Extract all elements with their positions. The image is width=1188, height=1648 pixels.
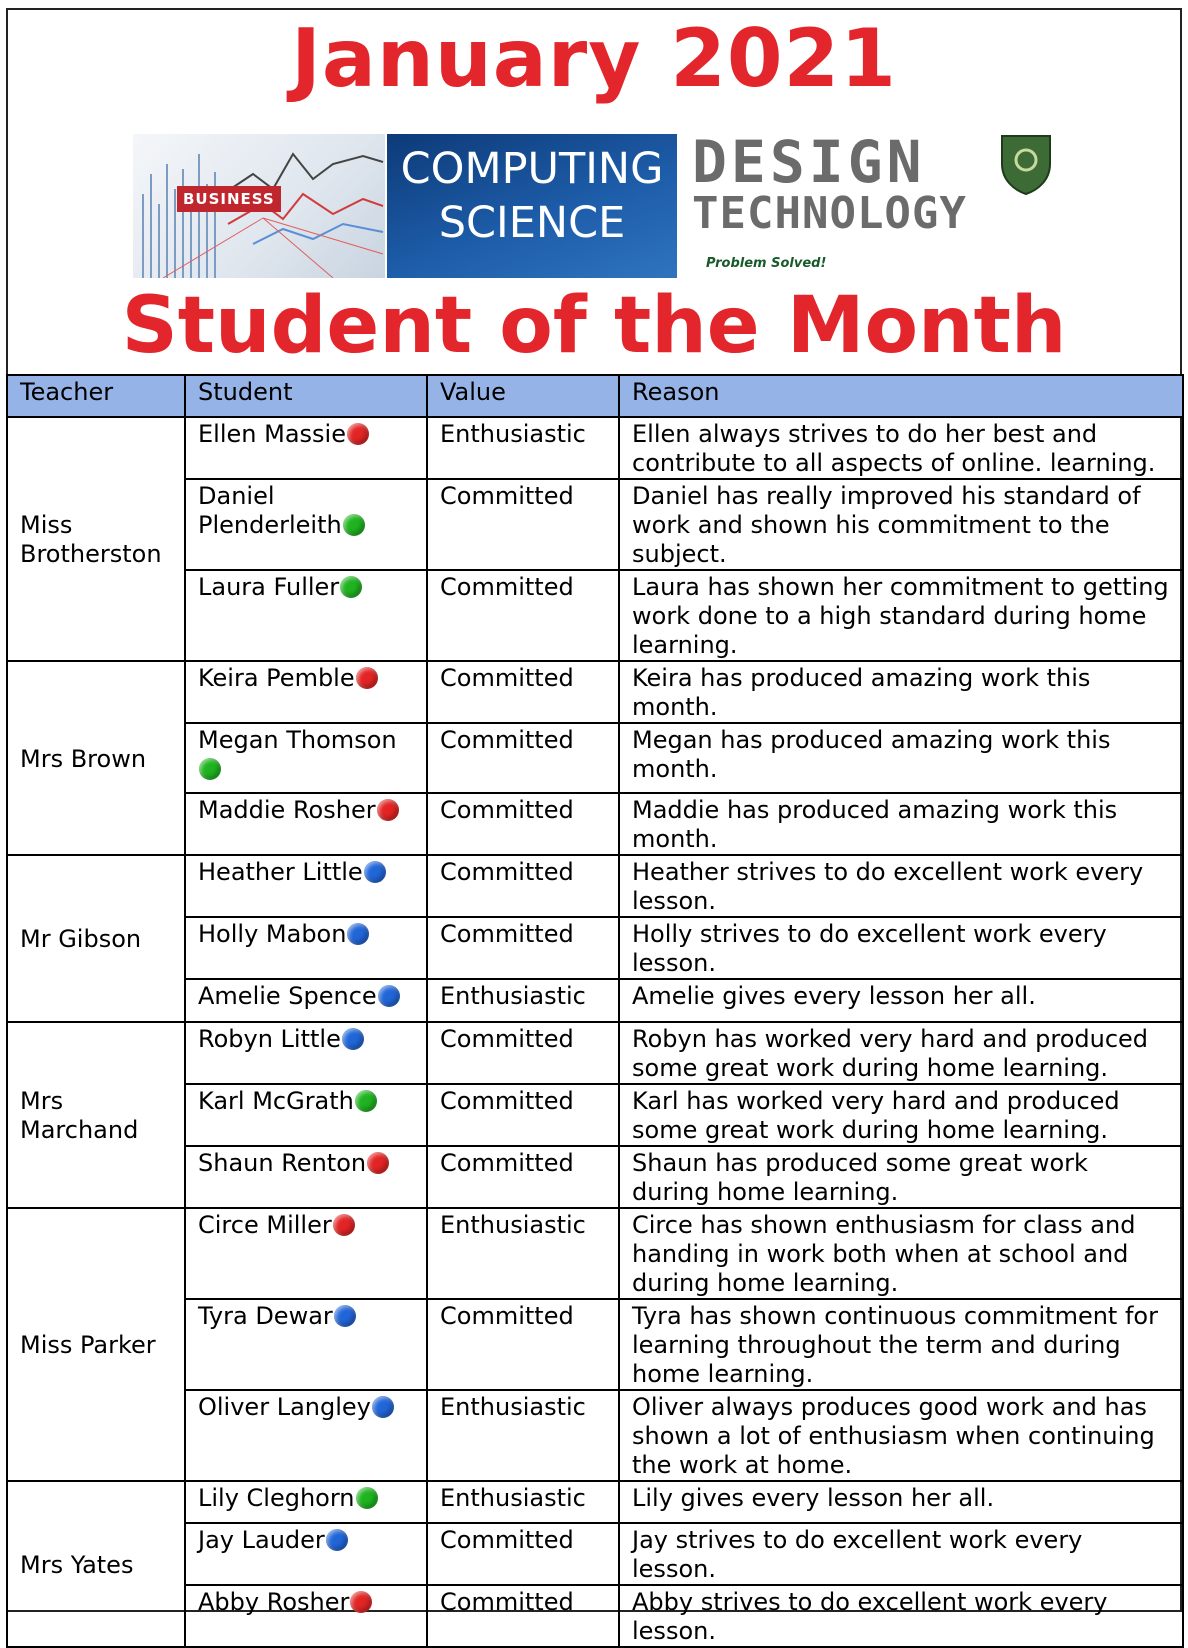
reason-cell: Abby strives to do excellent work every lesson. xyxy=(619,1585,1183,1647)
reason-cell: Megan has produced amazing work this month. xyxy=(619,723,1183,793)
blue-dot-icon xyxy=(378,985,400,1007)
table-body xyxy=(7,417,1183,1647)
student-name: Lily Cleghorn xyxy=(198,1484,355,1512)
value-cell: Enthusiastic xyxy=(427,417,619,479)
blue-dot-icon xyxy=(372,1396,394,1418)
reason-cell: Heather strives to do excellent work every lesson. xyxy=(619,855,1183,917)
business-banner-image xyxy=(133,134,385,278)
student-cell xyxy=(185,1585,427,1647)
page-title: Student of the Month xyxy=(121,281,1067,371)
value-cell: Committed xyxy=(427,1146,619,1208)
student-cell xyxy=(185,1523,427,1585)
student-name: Ellen Massie xyxy=(198,420,346,448)
student-name: Jay Lauder xyxy=(198,1526,325,1554)
student-cell xyxy=(185,723,427,793)
student-cell xyxy=(185,979,427,1022)
value-cell: Committed xyxy=(427,855,619,917)
value-cell: Committed xyxy=(427,570,619,661)
value-cell: Committed xyxy=(427,1022,619,1084)
student-cell xyxy=(185,1390,427,1481)
red-dot-icon xyxy=(347,423,369,445)
reason-cell: Laura has shown her commitment to getting work done to a high standard during home learning. xyxy=(619,570,1183,661)
table-row xyxy=(7,417,1183,479)
value-cell: Committed xyxy=(427,1299,619,1390)
reason-cell: Maddie has produced amazing work this month. xyxy=(619,793,1183,855)
value-cell: Enthusiastic xyxy=(427,1481,619,1523)
value-cell: Committed xyxy=(427,1523,619,1585)
reason-cell: Daniel has really improved his standard of work and shown his commitment to the subject. xyxy=(619,479,1183,570)
reason-cell: Robyn has worked very hard and produced some great work during home learning. xyxy=(619,1022,1183,1084)
red-dot-icon xyxy=(350,1591,372,1613)
student-name: Megan Thomson xyxy=(198,726,397,754)
student-name: Daniel Plenderleith xyxy=(198,482,342,539)
student-cell xyxy=(185,1481,427,1523)
student-name: Amelie Spence xyxy=(198,982,377,1010)
teacher-cell: Mrs Yates xyxy=(7,1481,185,1647)
red-dot-icon xyxy=(333,1214,355,1236)
student-name: Oliver Langley xyxy=(198,1393,371,1421)
red-dot-icon xyxy=(356,667,378,689)
teacher-cell: Mr Gibson xyxy=(7,855,185,1022)
reason-cell: Keira has produced amazing work this month. xyxy=(619,661,1183,723)
reason-cell: Jay strives to do excellent work every lesson. xyxy=(619,1523,1183,1585)
teacher-cell: Miss Brotherston xyxy=(7,417,185,661)
reason-cell: Oliver always produces good work and has shown a lot of enthusiasm when continuing the work at home. xyxy=(619,1390,1183,1481)
student-name: Robyn Little xyxy=(198,1025,341,1053)
green-dot-icon xyxy=(199,758,221,780)
green-dot-icon xyxy=(343,514,365,536)
student-cell xyxy=(185,1146,427,1208)
student-cell xyxy=(185,661,427,723)
student-cell xyxy=(185,855,427,917)
table-row xyxy=(7,1208,1183,1299)
table-row xyxy=(7,661,1183,723)
student-cell xyxy=(185,1084,427,1146)
value-cell: Committed xyxy=(427,793,619,855)
student-cell xyxy=(185,417,427,479)
student-name: Holly Mabon xyxy=(198,920,347,948)
student-of-month-table xyxy=(6,374,1184,1648)
header-reason: Reason xyxy=(619,375,1183,417)
reason-cell: Karl has worked very hard and produced some great work during home learning. xyxy=(619,1084,1183,1146)
reason-cell: Circe has shown enthusiasm for class and handing in work both when at school and during home learning. xyxy=(619,1208,1183,1299)
student-cell xyxy=(185,917,427,979)
green-dot-icon xyxy=(356,1487,378,1509)
table-row xyxy=(7,1481,1183,1523)
student-name: Shaun Renton xyxy=(198,1149,367,1177)
student-name: Keira Pemble xyxy=(198,664,355,692)
value-cell: Committed xyxy=(427,479,619,570)
student-cell xyxy=(185,793,427,855)
teacher-cell: Mrs Brown xyxy=(7,661,185,855)
design-technology-banner-image xyxy=(684,128,1054,278)
reason-cell: Lily gives every lesson her all. xyxy=(619,1481,1183,1523)
student-cell xyxy=(185,570,427,661)
red-dot-icon xyxy=(367,1152,389,1174)
table-row xyxy=(7,1022,1183,1084)
student-name: Tyra Dewar xyxy=(198,1302,333,1330)
student-name: Maddie Rosher xyxy=(198,796,376,824)
reason-cell: Ellen always strives to do her best and contribute to all aspects of online. learning. xyxy=(619,417,1183,479)
design-word: DESIGN xyxy=(692,128,926,196)
blue-dot-icon xyxy=(342,1028,364,1050)
header-student: Student xyxy=(185,375,427,417)
value-cell: Committed xyxy=(427,723,619,793)
teacher-cell: Mrs Marchand xyxy=(7,1022,185,1208)
table-row xyxy=(7,855,1183,917)
reason-cell: Holly strives to do excellent work every lesson. xyxy=(619,917,1183,979)
red-dot-icon xyxy=(377,799,399,821)
student-name: Karl McGrath xyxy=(198,1087,354,1115)
table-header-row xyxy=(7,375,1183,417)
science-line: SCIENCE xyxy=(438,198,626,248)
month-heading: January 2021 xyxy=(291,12,897,105)
value-cell: Enthusiastic xyxy=(427,979,619,1022)
reason-cell: Tyra has shown continuous commitment for learning throughout the term and during home learning. xyxy=(619,1299,1183,1390)
blue-dot-icon xyxy=(364,861,386,883)
student-name: Abby Rosher xyxy=(198,1588,350,1616)
technology-word: TECHNOLOGY xyxy=(692,188,967,239)
computing-science-banner-image xyxy=(387,134,677,278)
value-cell: Enthusiastic xyxy=(427,1208,619,1299)
computing-line: COMPUTING xyxy=(400,144,664,194)
reason-cell: Amelie gives every lesson her all. xyxy=(619,979,1183,1022)
reason-cell: Shaun has produced some great work during home learning. xyxy=(619,1146,1183,1208)
blue-dot-icon xyxy=(334,1305,356,1327)
blue-dot-icon xyxy=(347,923,369,945)
value-cell: Committed xyxy=(427,1084,619,1146)
value-cell: Committed xyxy=(427,661,619,723)
blue-dot-icon xyxy=(326,1529,348,1551)
school-crest-icon xyxy=(1000,134,1052,196)
green-dot-icon xyxy=(355,1090,377,1112)
student-cell xyxy=(185,479,427,570)
student-cell xyxy=(185,1022,427,1084)
business-label: BUSINESS xyxy=(177,186,281,212)
value-cell: Committed xyxy=(427,1585,619,1647)
student-name: Heather Little xyxy=(198,858,363,886)
header-teacher: Teacher xyxy=(7,375,185,417)
value-cell: Enthusiastic xyxy=(427,1390,619,1481)
design-tagline: Problem Solved! xyxy=(706,256,827,271)
student-name: Laura Fuller xyxy=(198,573,340,601)
teacher-cell: Miss Parker xyxy=(7,1208,185,1481)
green-dot-icon xyxy=(340,576,362,598)
student-name: Circe Miller xyxy=(198,1211,332,1239)
value-cell: Committed xyxy=(427,917,619,979)
header-value: Value xyxy=(427,375,619,417)
student-cell xyxy=(185,1208,427,1299)
student-cell xyxy=(185,1299,427,1390)
